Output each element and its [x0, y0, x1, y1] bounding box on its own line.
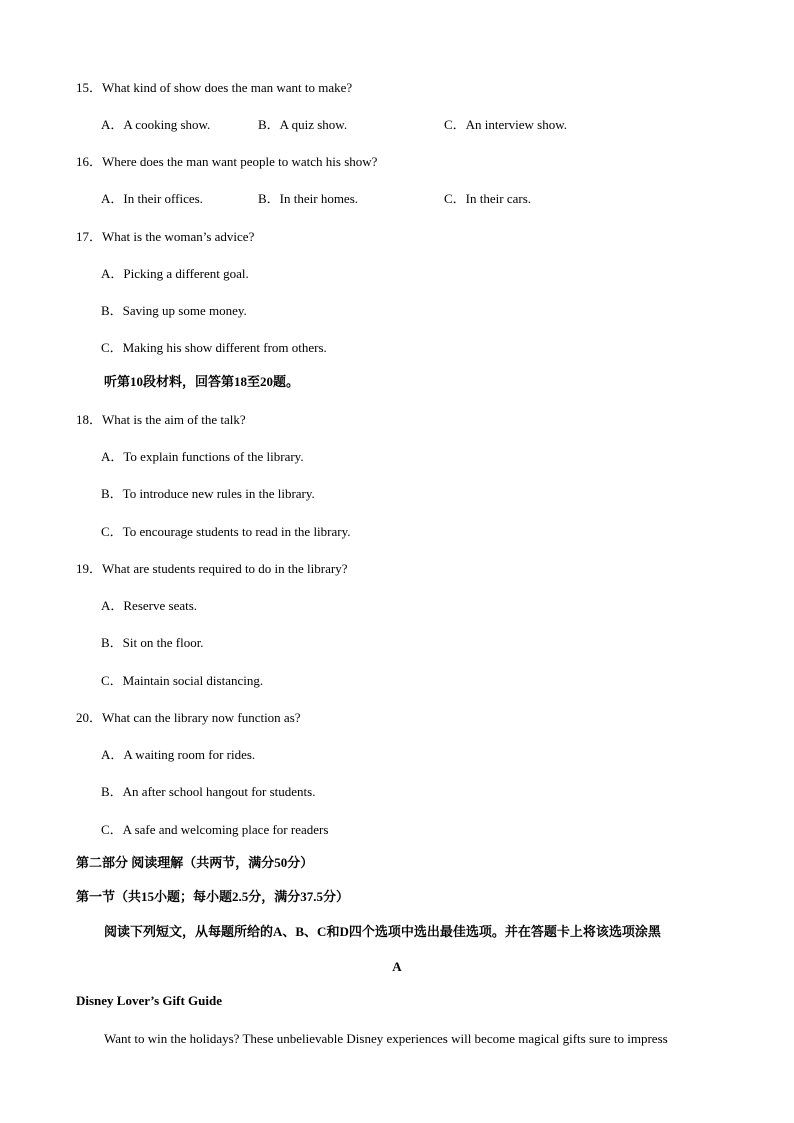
- question-15-stem: 15．What kind of show does the man want to make?: [76, 80, 353, 95]
- question-17-option-a: A．Picking a different goal.: [101, 266, 249, 281]
- question-19-option-c: C．Maintain social distancing.: [101, 673, 264, 688]
- question-17-option-c: C．Making his show different from others.: [101, 340, 327, 355]
- question-20-option-a: A．A waiting room for rides.: [101, 747, 256, 762]
- question-16-stem: 16．Where does the man want people to watch his show?: [76, 154, 378, 169]
- section-1-title: 第一节（共15小题；每小题2.5分，满分37.5分）: [76, 889, 350, 904]
- question-16-option-b: B．In their homes.: [258, 191, 359, 206]
- question-16-option-c: C．In their cars.: [444, 191, 532, 206]
- question-18-option-c: C．To encourage students to read in the library.: [101, 524, 351, 539]
- question-19-option-b: B．Sit on the floor.: [101, 635, 204, 650]
- question-17-stem: 17．What is the woman’s advice?: [76, 229, 255, 244]
- question-18-stem: 18．What is the aim of the talk?: [76, 412, 246, 427]
- question-18-option-b: B．To introduce new rules in the library.: [101, 486, 315, 501]
- question-20-option-b: B．An after school hangout for students.: [101, 784, 316, 799]
- section-10-instruction: 听第10段材料，回答第18至20题。: [104, 374, 300, 389]
- question-20-option-c: C．A safe and welcoming place for readers: [101, 822, 329, 837]
- question-15-option-b: B．A quiz show.: [258, 117, 348, 132]
- passage-label: A: [392, 959, 402, 974]
- question-15-option-a: A．A cooking show.: [101, 117, 211, 132]
- question-16-option-a: A．In their offices.: [101, 191, 203, 206]
- question-19-stem: 19．What are students required to do in the library?: [76, 561, 348, 576]
- reading-instruction: 阅读下列短文，从每题所给的A、B、C和D四个选项中选出最佳选项。并在答题卡上将该选项涂黑: [104, 924, 661, 939]
- question-17-option-b: B．Saving up some money.: [101, 303, 247, 318]
- question-18-option-a: A．To explain functions of the library.: [101, 449, 304, 464]
- part-2-title: 第二部分 阅读理解（共两节，满分50分）: [76, 855, 314, 870]
- passage-first-line: Want to win the holidays? These unbelievable Disney experiences will become magical gifts sure to impress: [104, 1031, 668, 1046]
- passage-title: Disney Lover’s Gift Guide: [76, 993, 222, 1008]
- question-15-option-c: C．An interview show.: [444, 117, 568, 132]
- question-19-option-a: A．Reserve seats.: [101, 598, 198, 613]
- question-20-stem: 20．What can the library now function as?: [76, 710, 301, 725]
